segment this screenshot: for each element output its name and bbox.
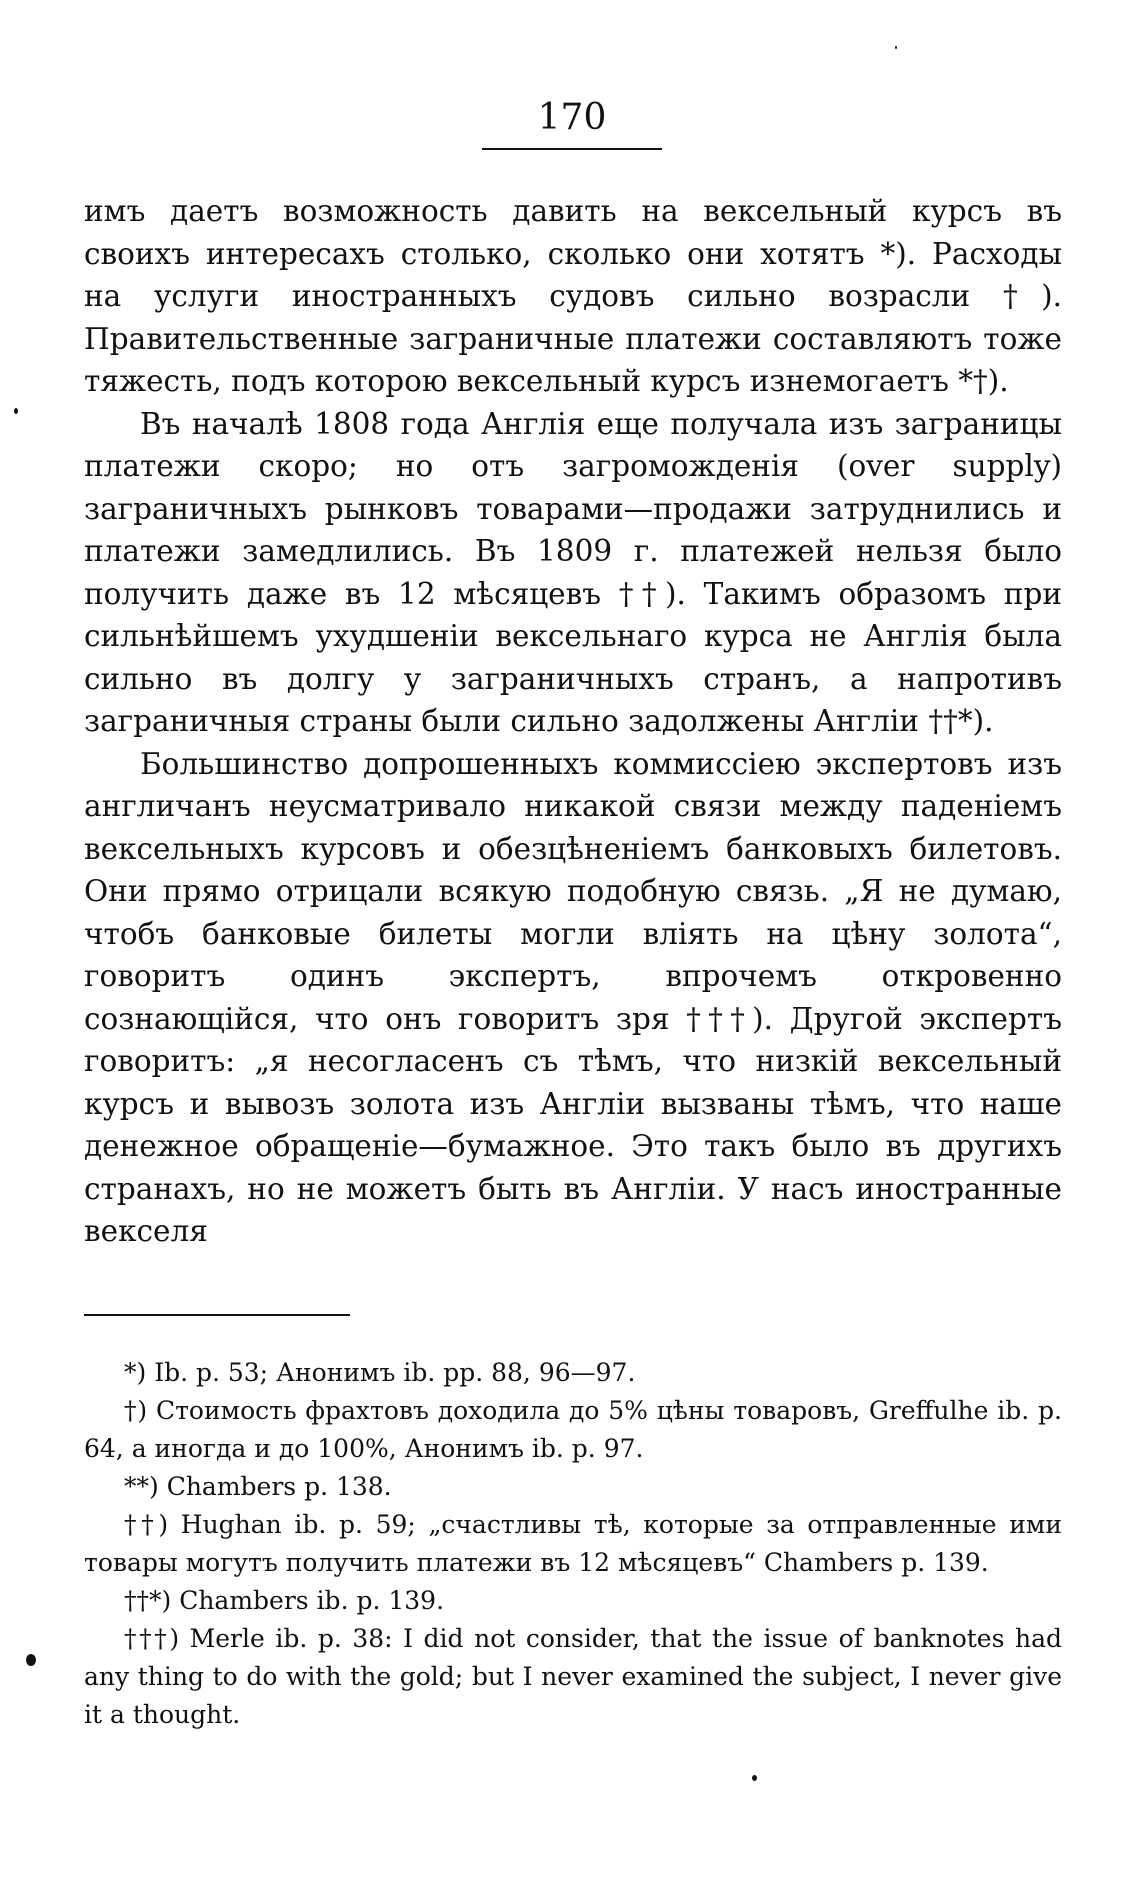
footnote: ††) Hughan ib. p. 59; „счастливы тѣ, которые за отправленные ими товары могутъ получить платежи въ 12 мѣсяцевъ“ Chambers p. 139. <box>84 1510 1062 1577</box>
ink-speck <box>26 1654 36 1666</box>
footnote: †) Стоимость фрахтовъ доходила до 5% цѣны товаровъ, Greffulhe ib. p. 64, а иногда и до 100%, Анонимъ ib. p. 97. <box>84 1396 1062 1463</box>
page-number: 170 <box>537 97 607 138</box>
paragraph: Въ началѣ 1808 года Англія еще получала изъ заграницы платежи скоро; но отъ загроможденія (over supply) заграничныхъ рынковъ товарами—продажи затруднились и платежи замедлились. Въ 1809 г. платежей нельзя было получить даже въ 12 мѣсяцевъ ††). Такимъ образомъ при сильнѣйшемъ ухудшеніи вексельнаго курса не Англія была сильно въ долгу у заграничныхъ странъ, а напротивъ заграничныя страны были сильно задолжены Англіи ††*). <box>84 406 1062 738</box>
footnote: *) Ib. p. 53; Анонимъ ib. pp. 88, 96—97. <box>124 1358 636 1387</box>
paragraph: Большинство допрошенныхъ коммиссіею экспертовъ изъ англичанъ неусматривало никакой связи между паденіемъ вексельныхъ курсовъ и обезцѣненіемъ банковыхъ билетовъ. Они прямо отрицали всякую подобную связь. „Я не думаю, чтобъ банковые билеты могли вліять на цѣну золота“, говоритъ одинъ экспертъ, впрочемъ откровенно сознающійся, что онъ говоритъ зря †††). Другой экспертъ говоритъ: „я несогласенъ съ тѣмъ, что низкій вексельный курсъ и вывозъ золота изъ Англіи вызваны тѣмъ, что наше денежное обращеніе—бумажное. Это такъ было въ другихъ странахъ, но не можетъ быть въ Англіи. У насъ иностранные векселя <box>84 746 1062 1248</box>
paragraph-continuation: имъ даетъ возможность давить на вексельный курсъ въ своихъ интересахъ столько, сколько они хотятъ *). Расходы на услуги иностранныхъ судовъ сильно возрасли †). Правительственные заграничные платежи составляютъ тоже тяжесть, подъ которою вексельный курсъ изнемогаетъ *†). <box>84 194 1062 398</box>
footnote: **) Chambers p. 138. <box>124 1472 392 1501</box>
footnote: †††) Merle ib. p. 38: I did not consider, that the issue of banknotes had any thing to do with the gold; but I never examined the subject, I never give it a thought. <box>84 1624 1062 1729</box>
footnote: ††*) Chambers ib. p. 139. <box>124 1586 445 1615</box>
main-text <box>84 190 1062 1253</box>
footnote-divider <box>84 1314 350 1316</box>
ink-speck <box>14 408 18 414</box>
ink-speck <box>895 46 897 49</box>
ink-speck <box>752 1775 757 1781</box>
footnotes <box>84 1354 1062 1734</box>
page-number-rule <box>482 148 662 150</box>
